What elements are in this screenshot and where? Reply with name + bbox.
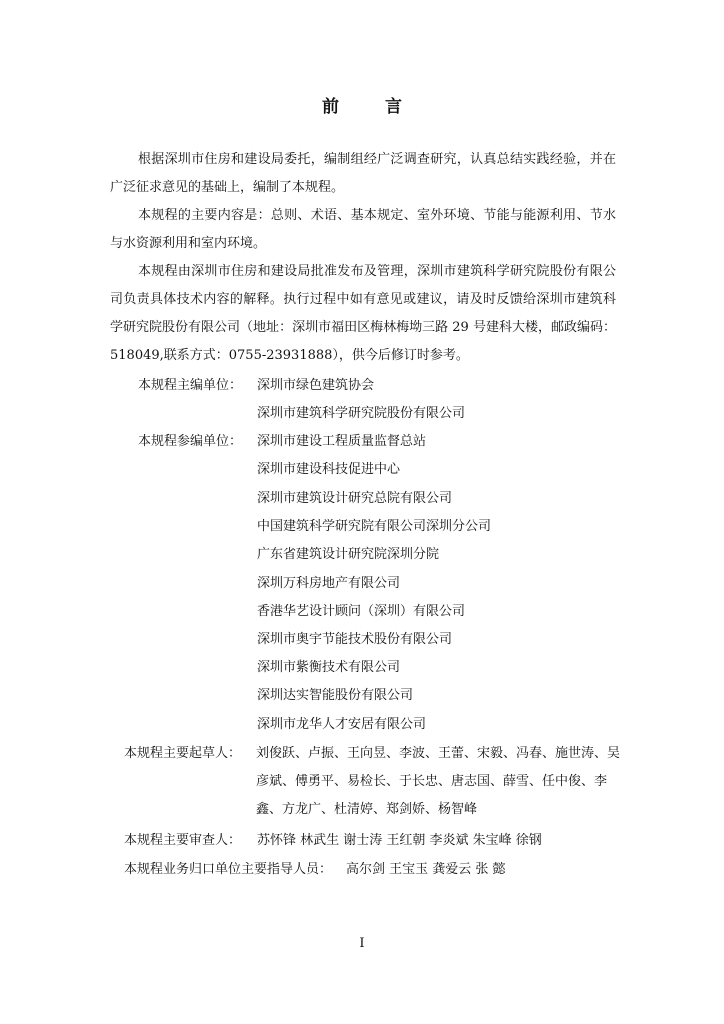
participating-unit: 深圳市紫衡技术有限公司 <box>257 660 401 675</box>
participating-unit: 深圳市建筑设计研究总院有限公司 <box>257 491 453 506</box>
page-title: 前 言 <box>322 97 422 117</box>
participating-unit: 深圳达实智能股份有限公司 <box>257 688 414 703</box>
participating-unit: 深圳市建设工程质量监督总站 <box>257 434 427 449</box>
participating-unit: 深圳万科房地产有限公司 <box>257 576 401 591</box>
participating-unit: 深圳市建设科技促进中心 <box>257 462 401 477</box>
page-number: I <box>359 936 365 951</box>
paragraph-management: 本规程由深圳市住房和建设局批准发布及管理，深圳市建筑科学研究院股份有限公司负责具体技术内容的解释。执行过程中如有意见或建议，请及时反馈给深圳市建筑科学研究院股份有限公司（地址：深圳市福田区梅林梅坳三路 29 号建科大楼，邮政编码：518049,联系方式：0755-23931888），供今后修订时参考。 <box>110 264 616 363</box>
drafters-label: 本规程主要起草人： <box>124 746 242 761</box>
reviewers-names: 苏怀锋 林武生 谢士涛 王红朝 李炎斌 朱宝峰 徐钢 <box>257 833 542 848</box>
guides-label: 本规程业务归口单位主要指导人员： <box>124 862 333 877</box>
participating-units-label: 本规程参编单位： <box>138 434 243 449</box>
paragraph-content: 本规程的主要内容是：总则、术语、基本规定、室外环境、节能与能源利用、节水与水资源利用和室内环境。 <box>110 208 616 251</box>
drafters-names: 刘俊跃、卢振、王向昱、李波、王蕾、宋毅、冯春、施世涛、吴彦斌、傅勇平、易检长、于长忠、唐志国、薛雪、任中俊、李鑫、方龙广、杜清婷、郑剑娇、杨智峰 <box>256 746 621 817</box>
participating-unit: 中国建筑科学研究院有限公司深圳分公司 <box>257 519 492 534</box>
participating-unit: 深圳市龙华人才安居有限公司 <box>257 717 427 732</box>
participating-unit: 香港华艺设计顾问（深圳）有限公司 <box>257 604 466 619</box>
participating-unit: 深圳市奥宇节能技术股份有限公司 <box>257 632 453 647</box>
guides-names: 高尔剑 王宝玉 龚爱云 张 懿 <box>346 862 506 877</box>
participating-unit: 广东省建筑设计研究院深圳分院 <box>257 547 440 562</box>
paragraph-commission: 根据深圳市住房和建设局委托，编制组经广泛调查研究，认真总结实践经验，并在广泛征求意见的基础上，编制了本规程。 <box>110 152 616 195</box>
chief-units-label: 本规程主编单位： <box>138 378 243 393</box>
chief-unit: 深圳市绿色建筑协会 <box>257 378 375 393</box>
reviewers-label: 本规程主要审查人： <box>124 833 242 848</box>
chief-unit: 深圳市建筑科学研究院股份有限公司 <box>257 406 466 421</box>
